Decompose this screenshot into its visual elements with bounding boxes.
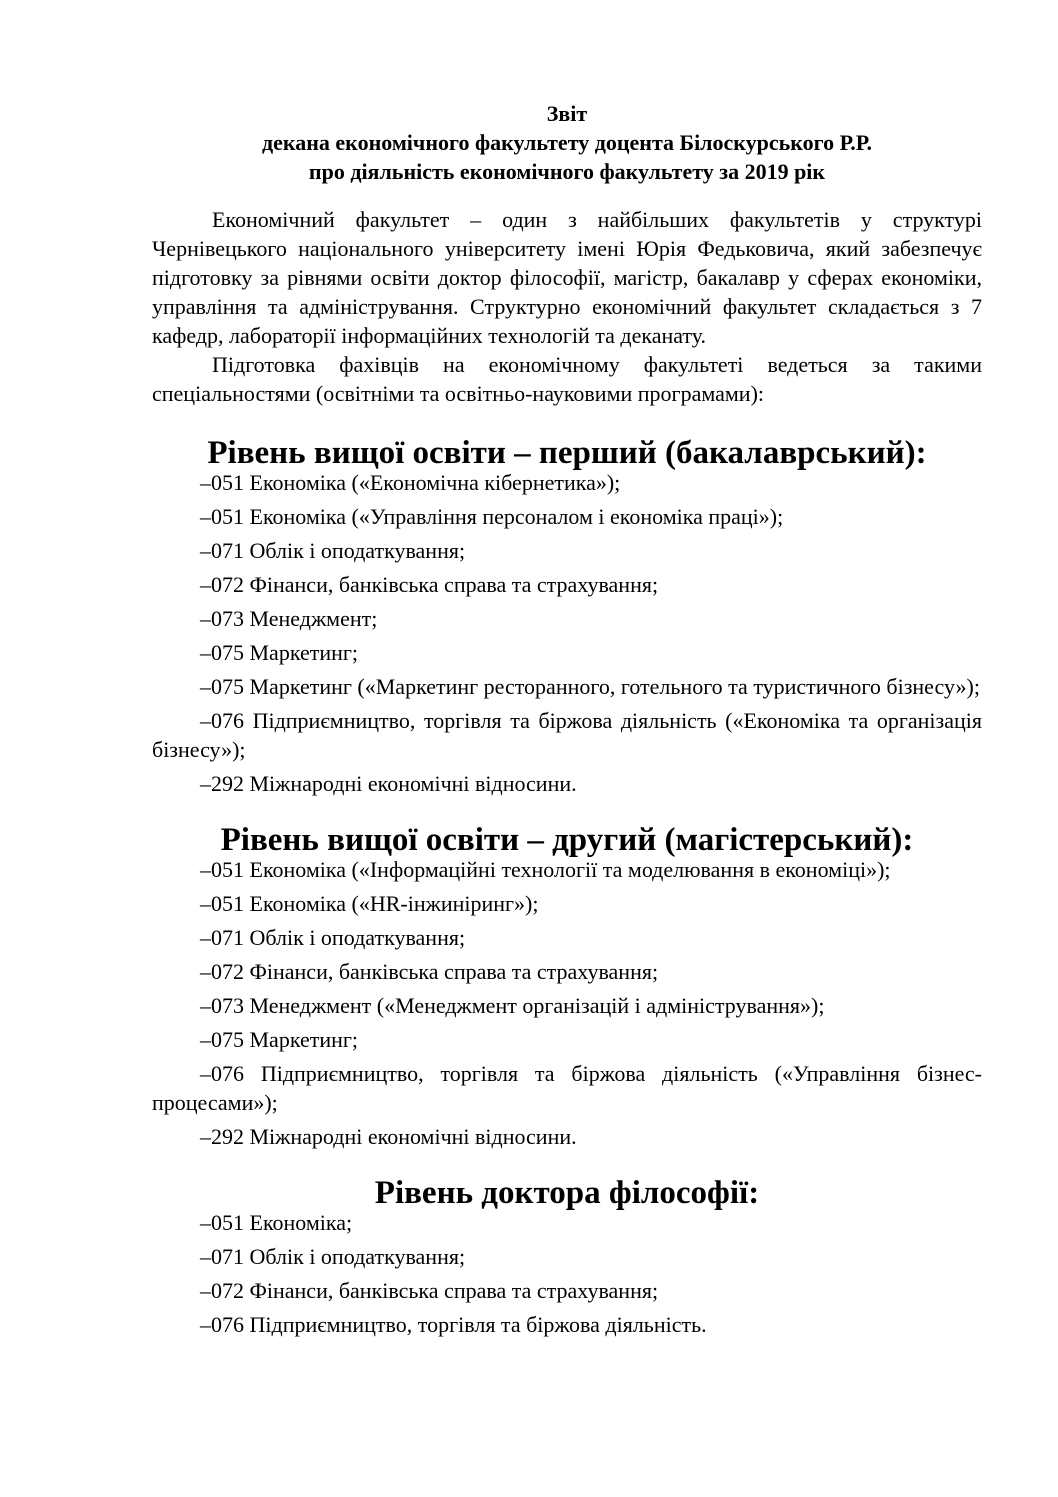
title-line: декана економічного факультету доцента Білоскурського Р.Р. (262, 130, 872, 155)
master-specialties-list (152, 855, 982, 1151)
section-heading-master: Рівень вищої освіти – другий (магістерський): (220, 822, 914, 858)
list-item: –075 Маркетинг; (200, 640, 359, 665)
list-item: –076 Підприємництво, торгівля та біржова діяльність («Управління бізнес-процесами»); (152, 1061, 982, 1115)
phd-specialties-list (152, 1208, 982, 1339)
list-item: –051 Економіка («Інформаційні технології та моделювання в економіці»); (200, 857, 891, 882)
bachelor-specialties-list (152, 468, 982, 798)
list-item: –292 Міжнародні економічні відносини. (200, 771, 577, 796)
list-item: –071 Облік і оподаткування; (200, 1244, 466, 1269)
list-item: –072 Фінанси, банківська справа та страхування; (200, 1278, 659, 1303)
list-item: –072 Фінанси, банківська справа та страхування; (200, 572, 659, 597)
list-item: –076 Підприємництво, торгівля та біржова діяльність («Економіка та організація бізнесу»); (152, 708, 982, 762)
specialties-intro-paragraph: Підготовка фахівців на економічному факультеті ведеться за такими спеціальностями (освітніми та освітньо-науковими програмами): (152, 352, 982, 406)
list-item: –076 Підприємництво, торгівля та біржова діяльність. (200, 1312, 707, 1337)
section-heading-phd: Рівень доктора філософії: (374, 1175, 760, 1211)
list-item: –075 Маркетинг («Маркетинг ресторанного, готельного та туристичного бізнесу»); (200, 674, 980, 699)
section-heading-bachelor: Рівень вищої освіти – перший (бакалаврський): (207, 435, 927, 471)
list-item: –051 Економіка; (200, 1210, 353, 1235)
document-title (152, 100, 982, 187)
list-item: –071 Облік і оподаткування; (200, 925, 466, 950)
list-item: –051 Економіка («Економічна кібернетика»); (200, 470, 621, 495)
list-item: –071 Облік і оподаткування; (200, 538, 466, 563)
title-line: Звіт (546, 101, 588, 126)
list-item: –051 Економіка («HR-інжиніринг»); (200, 891, 539, 916)
list-item: –073 Менеджмент; (200, 606, 378, 631)
list-item: –072 Фінанси, банківська справа та страхування; (200, 959, 659, 984)
list-item: –075 Маркетинг; (200, 1027, 359, 1052)
list-item: –073 Менеджмент («Менеджмент організацій і адміністрування»); (200, 993, 825, 1018)
list-item: –051 Економіка («Управління персоналом і економіка праці»); (200, 504, 784, 529)
document-body (152, 100, 982, 1344)
list-item: –292 Міжнародні економічні відносини. (200, 1124, 577, 1149)
title-line: про діяльність економічного факультету за 2019 рік (308, 159, 826, 184)
intro-paragraph: Економічний факультет – один з найбільших факультетів у структурі Чернівецького національного університету імені Юрія Федьковича, який забезпечує підготовку за рівнями освіти доктор філософії, магістр, бакалавр у сферах економіки, управління та адміністрування. Структурно економічний факультет складається з 7 кафедр, лабораторії інформаційних технологій та деканату. (152, 207, 982, 348)
